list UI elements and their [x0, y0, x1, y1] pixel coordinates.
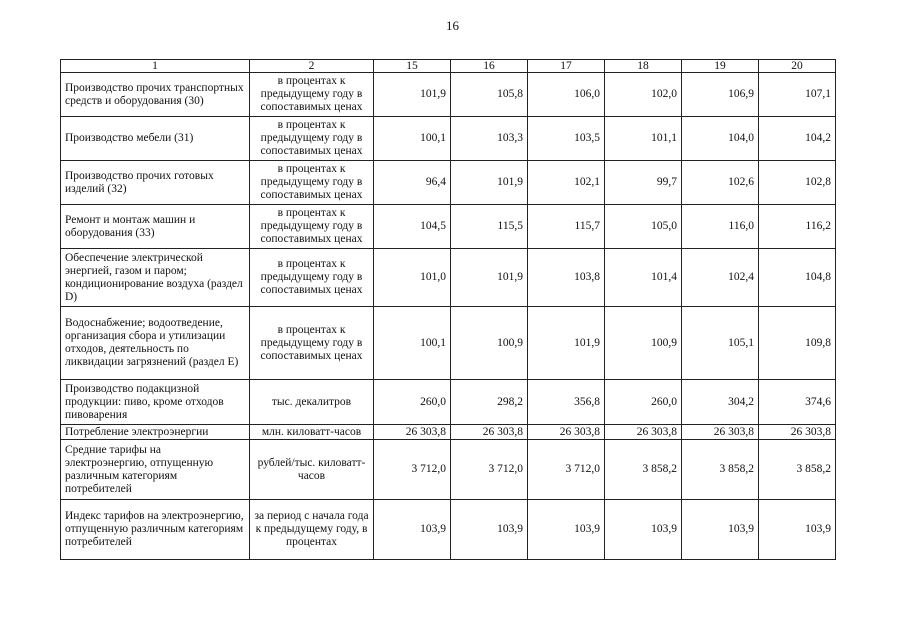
indicator-name: Водоснабжение; водоотведение, организация сбора и утилизации отходов, деятельность по ликвидации загрязнений (раздел E)	[61, 307, 250, 380]
header-cell: 15	[374, 60, 451, 73]
header-cell: 2	[250, 60, 374, 73]
value-cell: 101,1	[605, 117, 682, 161]
value-cell: 103,9	[374, 500, 451, 560]
value-cell: 3 858,2	[605, 440, 682, 500]
data-table	[60, 59, 836, 560]
value-cell: 103,9	[528, 500, 605, 560]
table-row	[61, 380, 836, 425]
table-row	[61, 440, 836, 500]
value-cell: 101,4	[605, 249, 682, 307]
value-cell: 100,9	[605, 307, 682, 380]
value-cell: 101,9	[451, 161, 528, 205]
unit-cell: в процентах к предыдущему году в сопоставимых ценах	[250, 307, 374, 380]
value-cell: 103,9	[682, 500, 759, 560]
value-cell: 102,6	[682, 161, 759, 205]
indicator-name: Ремонт и монтаж машин и оборудования (33)	[61, 205, 250, 249]
value-cell: 96,4	[374, 161, 451, 205]
unit-cell: в процентах к предыдущему году в сопоставимых ценах	[250, 205, 374, 249]
value-cell: 100,1	[374, 307, 451, 380]
indicator-name: Производство мебели (31)	[61, 117, 250, 161]
table-row	[61, 117, 836, 161]
table-row	[61, 307, 836, 380]
indicator-name: Обеспечение электрической энергией, газом и паром; кондиционирование воздуха (раздел D)	[61, 249, 250, 307]
unit-cell: в процентах к предыдущему году в сопоставимых ценах	[250, 249, 374, 307]
value-cell: 105,0	[605, 205, 682, 249]
value-cell: 106,9	[682, 73, 759, 117]
unit-cell: тыс. декалитров	[250, 380, 374, 425]
value-cell: 105,1	[682, 307, 759, 380]
table-row	[61, 161, 836, 205]
table-row	[61, 500, 836, 560]
header-cell: 1	[61, 60, 250, 73]
value-cell: 298,2	[451, 380, 528, 425]
value-cell: 103,5	[528, 117, 605, 161]
value-cell: 101,0	[374, 249, 451, 307]
value-cell: 3 858,2	[682, 440, 759, 500]
value-cell: 101,9	[451, 249, 528, 307]
unit-cell: в процентах к предыдущему году в сопоставимых ценах	[250, 117, 374, 161]
indicator-name: Производство прочих транспортных средств и оборудования (30)	[61, 73, 250, 117]
indicator-name: Индекс тарифов на электроэнергию, отпущенную различным категориям потребителей	[61, 500, 250, 560]
header-cell: 16	[451, 60, 528, 73]
value-cell: 100,9	[451, 307, 528, 380]
value-cell: 103,9	[605, 500, 682, 560]
value-cell: 3 858,2	[759, 440, 836, 500]
value-cell: 116,2	[759, 205, 836, 249]
value-cell: 116,0	[682, 205, 759, 249]
value-cell: 356,8	[528, 380, 605, 425]
value-cell: 101,9	[528, 307, 605, 380]
unit-cell: за период с начала года к предыдущему году, в процентах	[250, 500, 374, 560]
header-cell: 19	[682, 60, 759, 73]
value-cell: 304,2	[682, 380, 759, 425]
value-cell: 104,5	[374, 205, 451, 249]
header-cell: 17	[528, 60, 605, 73]
value-cell: 26 303,8	[528, 425, 605, 440]
value-cell: 102,4	[682, 249, 759, 307]
value-cell: 103,3	[451, 117, 528, 161]
value-cell: 101,9	[374, 73, 451, 117]
table-row	[61, 73, 836, 117]
value-cell: 99,7	[605, 161, 682, 205]
value-cell: 115,7	[528, 205, 605, 249]
value-cell: 104,8	[759, 249, 836, 307]
value-cell: 26 303,8	[605, 425, 682, 440]
value-cell: 374,6	[759, 380, 836, 425]
value-cell: 103,9	[759, 500, 836, 560]
unit-cell: млн. киловатт-часов	[250, 425, 374, 440]
table-row	[61, 425, 836, 440]
header-cell: 18	[605, 60, 682, 73]
value-cell: 3 712,0	[451, 440, 528, 500]
value-cell: 107,1	[759, 73, 836, 117]
indicator-name: Производство подакцизной продукции: пиво, кроме отходов пивоварения	[61, 380, 250, 425]
table-row	[61, 205, 836, 249]
value-cell: 104,0	[682, 117, 759, 161]
indicator-name: Потребление электроэнергии	[61, 425, 250, 440]
value-cell: 26 303,8	[374, 425, 451, 440]
value-cell: 3 712,0	[528, 440, 605, 500]
value-cell: 106,0	[528, 73, 605, 117]
unit-cell: рублей/тыс. киловатт-часов	[250, 440, 374, 500]
value-cell: 103,8	[528, 249, 605, 307]
value-cell: 102,8	[759, 161, 836, 205]
page-number: 16	[446, 18, 459, 33]
value-cell: 105,8	[451, 73, 528, 117]
value-cell: 260,0	[605, 380, 682, 425]
indicator-name: Производство прочих готовых изделий (32)	[61, 161, 250, 205]
value-cell: 100,1	[374, 117, 451, 161]
value-cell: 115,5	[451, 205, 528, 249]
indicator-name: Средние тарифы на электроэнергию, отпущенную различным категориям потребителей	[61, 440, 250, 500]
header-cell: 20	[759, 60, 836, 73]
value-cell: 3 712,0	[374, 440, 451, 500]
unit-cell: в процентах к предыдущему году в сопоставимых ценах	[250, 161, 374, 205]
unit-cell: в процентах к предыдущему году в сопоставимых ценах	[250, 73, 374, 117]
value-cell: 104,2	[759, 117, 836, 161]
table-row	[61, 249, 836, 307]
value-cell: 260,0	[374, 380, 451, 425]
header-row	[61, 60, 836, 73]
value-cell: 102,1	[528, 161, 605, 205]
value-cell: 26 303,8	[451, 425, 528, 440]
value-cell: 26 303,8	[682, 425, 759, 440]
value-cell: 103,9	[451, 500, 528, 560]
value-cell: 26 303,8	[759, 425, 836, 440]
value-cell: 109,8	[759, 307, 836, 380]
value-cell: 102,0	[605, 73, 682, 117]
